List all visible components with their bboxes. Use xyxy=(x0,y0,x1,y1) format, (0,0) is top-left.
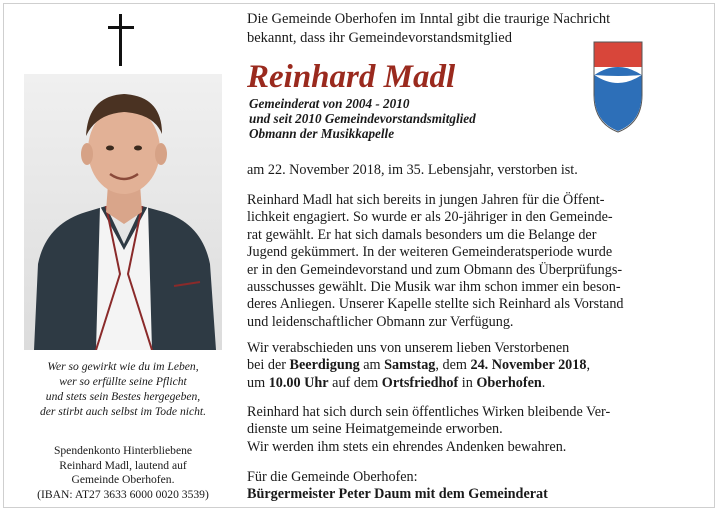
poem-line: der stirbt auch selbst im Tode nicht. xyxy=(39,405,207,418)
coat-of-arms-icon xyxy=(593,41,643,133)
poem-line: und stets sein Bestes hergegeben, xyxy=(45,390,201,403)
biography-line: er in den Gemeindevorstand und zum Obmann des Überprüfungs- xyxy=(247,261,623,278)
funeral-details xyxy=(247,340,692,392)
biography-line: Reinhard Madl hat sich bereits in jungen Jahren für die Öffent- xyxy=(247,192,605,208)
funeral-town: Oberhofen xyxy=(476,374,542,391)
funeral-line: Wir verabschieden uns von unserem lieben Verstorbenen xyxy=(247,340,570,356)
text-span: . xyxy=(541,374,546,391)
legacy-line: dienste um seine Heimatgemeinde erworben. xyxy=(247,421,503,438)
biography-line: rat gewählt. Er hat sich damals besonders um die Belange der xyxy=(247,226,597,243)
funeral-weekday: Samstag xyxy=(384,357,436,374)
intro-line: bekannt, dass ihr Gemeindevorstandsmitglied xyxy=(247,30,512,46)
donation-account xyxy=(14,444,232,502)
memorial-poem xyxy=(14,359,232,419)
roles-list xyxy=(249,96,476,141)
text-span: um xyxy=(247,374,269,391)
text-span: auf dem xyxy=(328,374,382,391)
closing-signature xyxy=(247,469,692,504)
funeral-event: Beerdigung xyxy=(289,357,360,374)
legacy-text xyxy=(247,404,692,456)
text-span: , xyxy=(586,357,590,374)
signatory-name: Bürgermeister Peter Daum mit dem Gemeinderat xyxy=(247,486,548,503)
donation-iban: (IBAN: AT27 3633 6000 0020 3539) xyxy=(37,487,209,501)
biography xyxy=(247,192,692,331)
funeral-date: 24. November 2018 xyxy=(470,357,587,374)
funeral-line xyxy=(247,357,692,374)
biography-line: ausschusses gewählt. Die Musik war ihm schon immer ein beson- xyxy=(247,279,621,296)
biography-line: deres Anliegen. Unserer Kapelle stellte sich Reinhard als Vorstand xyxy=(247,296,624,313)
funeral-place: Ortsfriedhof xyxy=(381,374,459,391)
legacy-line: Reinhard hat sich durch sein öffentliches Wirken bleibende Ver- xyxy=(247,404,611,420)
closing-line: Für die Gemeinde Oberhofen: xyxy=(247,469,418,485)
signatory xyxy=(247,486,692,503)
role-line: und seit 2010 Gemeindevorstandsmitglied xyxy=(249,111,476,126)
biography-line: lichkeit engagiert. So wurde er als 20-jähriger in den Gemeinde- xyxy=(247,209,613,226)
donation-line: Reinhard Madl, lautend auf xyxy=(59,458,187,472)
portrait-photo xyxy=(24,74,222,350)
text-span: , dem xyxy=(435,357,471,374)
funeral-line xyxy=(247,375,692,392)
role-line: Obmann der Musikkapelle xyxy=(249,126,395,141)
cross-icon xyxy=(108,14,134,66)
death-date-line: am 22. November 2018, im 35. Lebensjahr, verstorben ist. xyxy=(247,162,578,178)
text-span: am xyxy=(359,357,385,374)
funeral-time: 10.00 Uhr xyxy=(268,374,329,391)
death-notice xyxy=(247,162,692,179)
donation-line: Spendenkonto Hinterbliebene xyxy=(53,444,193,457)
text-span: in xyxy=(458,374,477,391)
biography-line: Jugend gekümmert. In der weiteren Gemeinderatsperiode wurde xyxy=(247,244,613,261)
role-line: Gemeinderat von 2004 - 2010 xyxy=(249,96,410,111)
intro-line: Die Gemeinde Oberhofen im Inntal gibt die traurige Nachricht xyxy=(247,11,611,27)
text-span: bei der xyxy=(247,357,290,374)
deceased-name: Reinhard Madl xyxy=(247,59,456,95)
poem-line: Wer so gewirkt wie du im Leben, xyxy=(47,360,199,373)
legacy-line: Wir werden ihm stets ein ehrendes Andenken bewahren. xyxy=(247,438,567,455)
poem-line: wer so erfüllte seine Pflicht xyxy=(59,375,187,388)
donation-line: Gemeinde Oberhofen. xyxy=(71,473,175,486)
biography-line: und leidenschaftlicher Obmann zur Verfügung. xyxy=(247,313,514,330)
